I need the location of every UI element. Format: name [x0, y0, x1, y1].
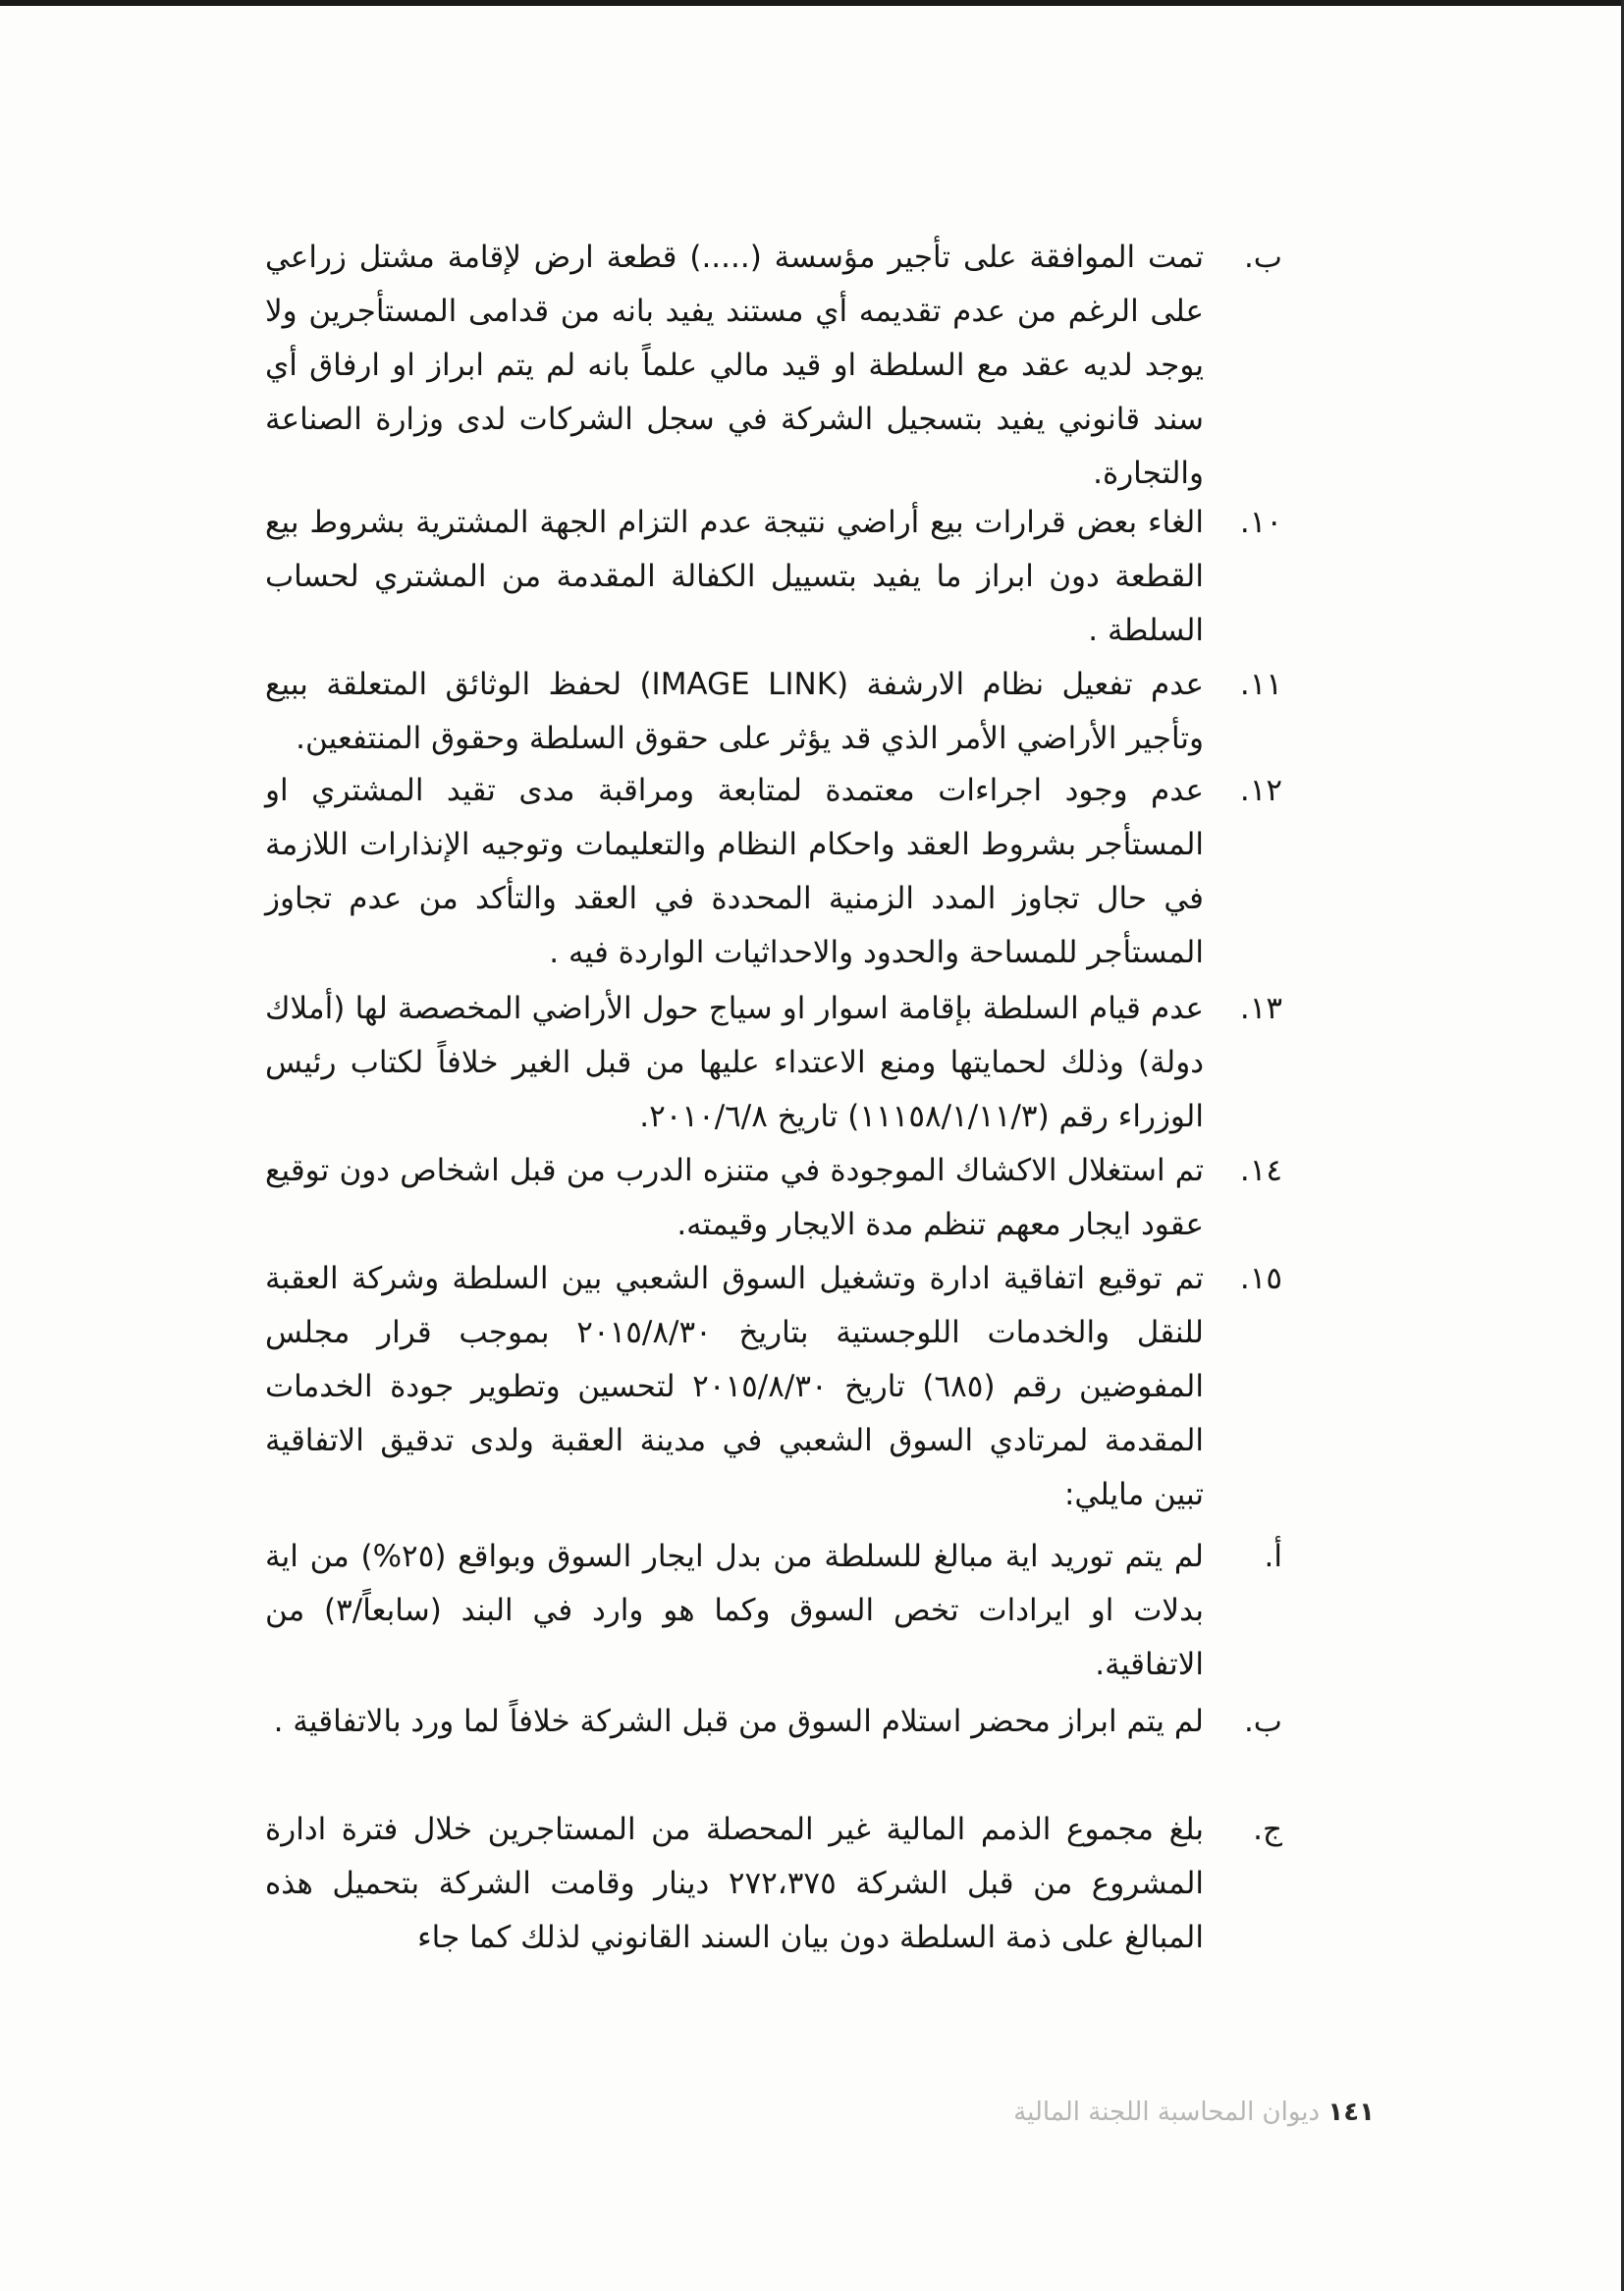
list-item [265, 1530, 1282, 1695]
item-number: ١٢. [1239, 773, 1282, 808]
item-text: لم يتم ابراز محضر استلام السوق من قبل الشركة خلافاً لما ورد بالاتفاقية . [273, 1704, 1204, 1739]
list-item [265, 1695, 1282, 1803]
item-number: ١٣. [1239, 991, 1282, 1026]
page-number: ١٤١ [1327, 2098, 1375, 2127]
item-number: أ. [1264, 1539, 1282, 1574]
list-item [265, 496, 1282, 658]
item-text: لم يتم توريد اية مبالغ للسلطة من بدل ايجار السوق وبواقع (٢٥%) من اية بدلات او ايرادات تخص السوق وكما هو وارد في البند (سابعاً/٣) من الاتفاقية. [265, 1539, 1204, 1682]
item-text: الغاء بعض قرارات بيع أراضي نتيجة عدم التزام الجهة المشترية بشروط بيع القطعة دون ابراز ما يفيد بتسييل الكفالة المقدمة من المشتري لحساب السلطة . [265, 505, 1204, 648]
list-item [265, 1252, 1282, 1530]
page-footer [825, 2098, 1375, 2127]
item-number: ب. [1243, 1704, 1282, 1739]
item-number: ب. [1243, 240, 1282, 275]
item-number: ج. [1253, 1812, 1282, 1847]
list-item [265, 764, 1282, 982]
item-text: عدم وجود اجراءات معتمدة لمتابعة ومراقبة مدى تقيد المشتري او المستأجر بشروط العقد واحكام النظام والتعليمات وتوجيه الإنذارات اللازمة في حال تجاوز المدد الزمنية المحددة في العقد والتأكد من عدم تجاوز المستأجر للمساحة والحدود والاحداثيات الواردة فيه . [265, 773, 1204, 970]
item-number: ١٤. [1239, 1153, 1282, 1188]
item-text: تم توقيع اتفاقية ادارة وتشغيل السوق الشعبي بين السلطة وشركة العقبة للنقل والخدمات اللوجستية بتاريخ ٢٠١٥/٨/٣٠ بموجب قرار مجلس المفوضين رقم (٦٨٥) تاريخ ٢٠١٥/٨/٣٠ لتحسين وتطوير جودة الخدمات المقدمة لمرتادي السوق الشعبي في مدينة العقبة ولدى تدقيق الاتفاقية تبين مايلي: [265, 1261, 1204, 1512]
item-text: عدم قيام السلطة بإقامة اسوار او سياج حول الأراضي المخصصة لها (أملاك دولة) وذلك لحمايتها ومنع الاعتداء عليها من قبل الغير خلافاً لكتاب رئيس الوزراء رقم (١١١٥٨/١/١١/٣) تاريخ ٢٠١٠/٦/٨. [265, 991, 1204, 1134]
item-number: ١١. [1239, 667, 1282, 702]
document-body [265, 231, 1282, 1970]
item-text: تمت الموافقة على تأجير مؤسسة (.....) قطعة ارض لإقامة مشتل زراعي على الرغم من عدم تقديمه أي مستند يفيد بانه من قدامى المستأجرين ولا يوجد لديه عقد مع السلطة او قيد مالي علماً بانه لم يتم ابراز او ارفاق أي سند قانوني يفيد بتسجيل الشركة في سجل الشركات لدى وزارة الصناعة والتجارة. [265, 240, 1204, 491]
footer-title: ديوان المحاسبة اللجنة المالية [1013, 2098, 1321, 2127]
item-text: تم استغلال الاكشاك الموجودة في متنزه الدرب من قبل اشخاص دون توقيع عقود ايجار معهم تنظم مدة الايجار وقيمته. [265, 1153, 1204, 1242]
item-text: عدم تفعيل نظام الارشفة (IMAGE LINK) لحفظ الوثائق المتعلقة ببيع وتأجير الأراضي الأمر الذي قد يؤثر على حقوق السلطة وحقوق المنتفعين. [265, 667, 1204, 756]
item-number: ١٥. [1239, 1261, 1282, 1296]
list-item [265, 231, 1282, 496]
scan-edge-top [0, 0, 1624, 6]
list-item [265, 658, 1282, 764]
list-item [265, 982, 1282, 1144]
item-text: بلغ مجموع الذمم المالية غير المحصلة من المستاجرين خلال فترة ادارة المشروع من قبل الشركة ٢٧٢،٣٧٥ دينار وقامت الشركة بتحميل هذه المبالغ على ذمة السلطة دون بيان السند القانوني لذلك كما جاء [265, 1812, 1205, 1955]
item-number: ١٠. [1239, 505, 1282, 540]
list-item [265, 1803, 1282, 1970]
list-item [265, 1144, 1282, 1252]
